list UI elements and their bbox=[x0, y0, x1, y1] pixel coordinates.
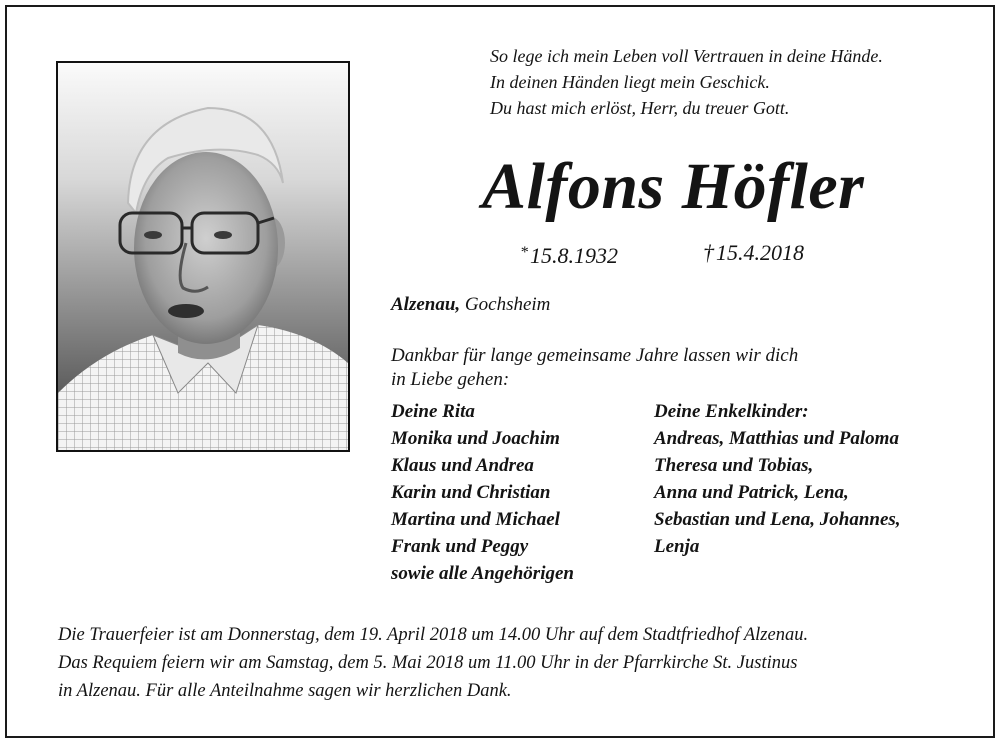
death-cross-icon: † bbox=[703, 240, 714, 265]
mourners-right-column bbox=[654, 398, 901, 560]
mourner-line: Andreas, Matthias und Paloma bbox=[654, 428, 899, 449]
footer-line: Die Trauerfeier ist am Donnerstag, dem 19. April 2018 um 14.00 Uhr auf dem Stadtfriedhof Alzenau. bbox=[58, 625, 809, 645]
district: Gochsheim bbox=[464, 294, 551, 315]
birth-star-icon: * bbox=[520, 244, 528, 261]
mourner-line: Karin und Christian bbox=[391, 482, 551, 503]
verse-line: In deinen Händen liegt mein Geschick. bbox=[490, 72, 770, 92]
mourner-line: Theresa und Tobias, bbox=[654, 455, 814, 476]
thanks-line: Dankbar für lange gemeinsame Jahre lassen wir dich bbox=[391, 345, 799, 366]
footer-line: in Alzenau. Für alle Anteilnahme sagen wir herzlichen Dank. bbox=[58, 681, 512, 701]
mourner-line: Monika und Joachim bbox=[391, 428, 560, 449]
death-date bbox=[703, 239, 804, 267]
mourner-line: sowie alle Angehörigen bbox=[391, 563, 574, 584]
thanks-line: in Liebe gehen: bbox=[391, 369, 510, 390]
bible-verse bbox=[490, 43, 970, 121]
mourner-line: Sebastian und Lena, Johannes, bbox=[654, 509, 901, 530]
mourner-line: Lenja bbox=[654, 536, 700, 557]
place-of-residence bbox=[391, 293, 550, 317]
mourners-left-column bbox=[391, 398, 574, 587]
mourner-line: Anna und Patrick, Lena, bbox=[654, 482, 849, 503]
mourner-line: Deine Rita bbox=[391, 401, 475, 422]
verse-line: So lege ich mein Leben voll Vertrauen in deine Hände. bbox=[490, 46, 883, 66]
birth-date bbox=[520, 239, 618, 270]
town: Alzenau, bbox=[391, 294, 461, 315]
funeral-details bbox=[58, 621, 978, 705]
mourner-line: Deine Enkelkinder: bbox=[654, 401, 809, 422]
birth-date-value: 15.8.1932 bbox=[530, 243, 618, 268]
footer-line: Das Requiem feiern wir am Samstag, dem 5. Mai 2018 um 11.00 Uhr in der Pfarrkirche St. Justinus bbox=[58, 653, 798, 673]
verse-line: Du hast mich erlöst, Herr, du treuer Gott. bbox=[490, 98, 790, 118]
deceased-name: Alfons Höfler bbox=[482, 150, 865, 223]
mourner-line: Martina und Michael bbox=[391, 509, 560, 530]
mourner-line: Frank und Peggy bbox=[391, 536, 529, 557]
thanks-text bbox=[391, 344, 951, 392]
mourner-line: Klaus und Andrea bbox=[391, 455, 534, 476]
death-date-value: 15.4.2018 bbox=[716, 240, 804, 265]
portrait-photo bbox=[56, 61, 350, 452]
